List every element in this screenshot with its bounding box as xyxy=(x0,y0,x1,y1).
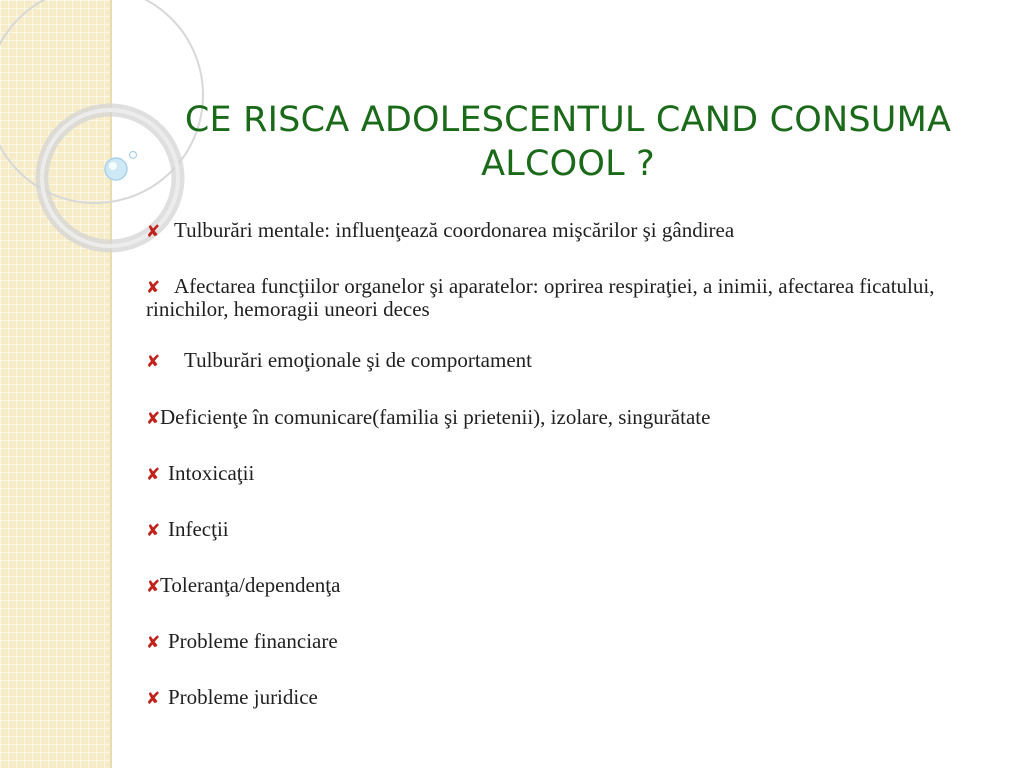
list-item xyxy=(146,350,976,373)
list-item xyxy=(146,519,976,542)
list-item xyxy=(146,687,976,710)
list-item xyxy=(146,407,976,430)
cross-mark-icon: ✘ xyxy=(146,633,161,653)
cross-mark-icon: ✘ xyxy=(146,222,161,242)
list-item-text: Probleme juridice xyxy=(168,685,318,709)
list-item-text: Deficienţe în comunicare(familia şi prietenii), izolare, singurătate xyxy=(160,405,711,429)
list-item xyxy=(146,631,976,654)
list-item xyxy=(146,463,976,486)
list-item-text: Probleme financiare xyxy=(168,629,338,653)
list-item xyxy=(146,575,976,598)
cross-mark-icon: ✘ xyxy=(146,577,161,597)
cross-mark-icon: ✘ xyxy=(146,521,161,541)
list-item-text: Intoxicaţii xyxy=(168,461,255,485)
list-item xyxy=(146,220,976,243)
list-item-text: Tulburări emoţionale şi de comportament xyxy=(184,348,532,372)
list-item-text: Toleranţa/dependenţa xyxy=(160,573,341,597)
cross-mark-icon: ✘ xyxy=(146,352,161,372)
cross-mark-icon: ✘ xyxy=(146,465,161,485)
list-item-text: Tulburări mentale: influenţează coordonarea mişcărilor şi gândirea xyxy=(174,218,735,242)
list-item-text: Afectarea funcţiilor organelor şi aparatelor: oprirea respiraţiei, a inimii, afectarea ficatului, rinichilor, hemoragii uneori deces xyxy=(146,274,935,321)
slide-title: CE RISCA ADOLESCENTUL CAND CONSUMA ALCOOL ? xyxy=(184,100,952,184)
cross-mark-icon: ✘ xyxy=(146,278,161,298)
list-item xyxy=(146,276,976,320)
list-item-text: Infecţii xyxy=(168,517,229,541)
cross-mark-icon: ✘ xyxy=(146,409,161,429)
cross-mark-icon: ✘ xyxy=(146,689,161,709)
